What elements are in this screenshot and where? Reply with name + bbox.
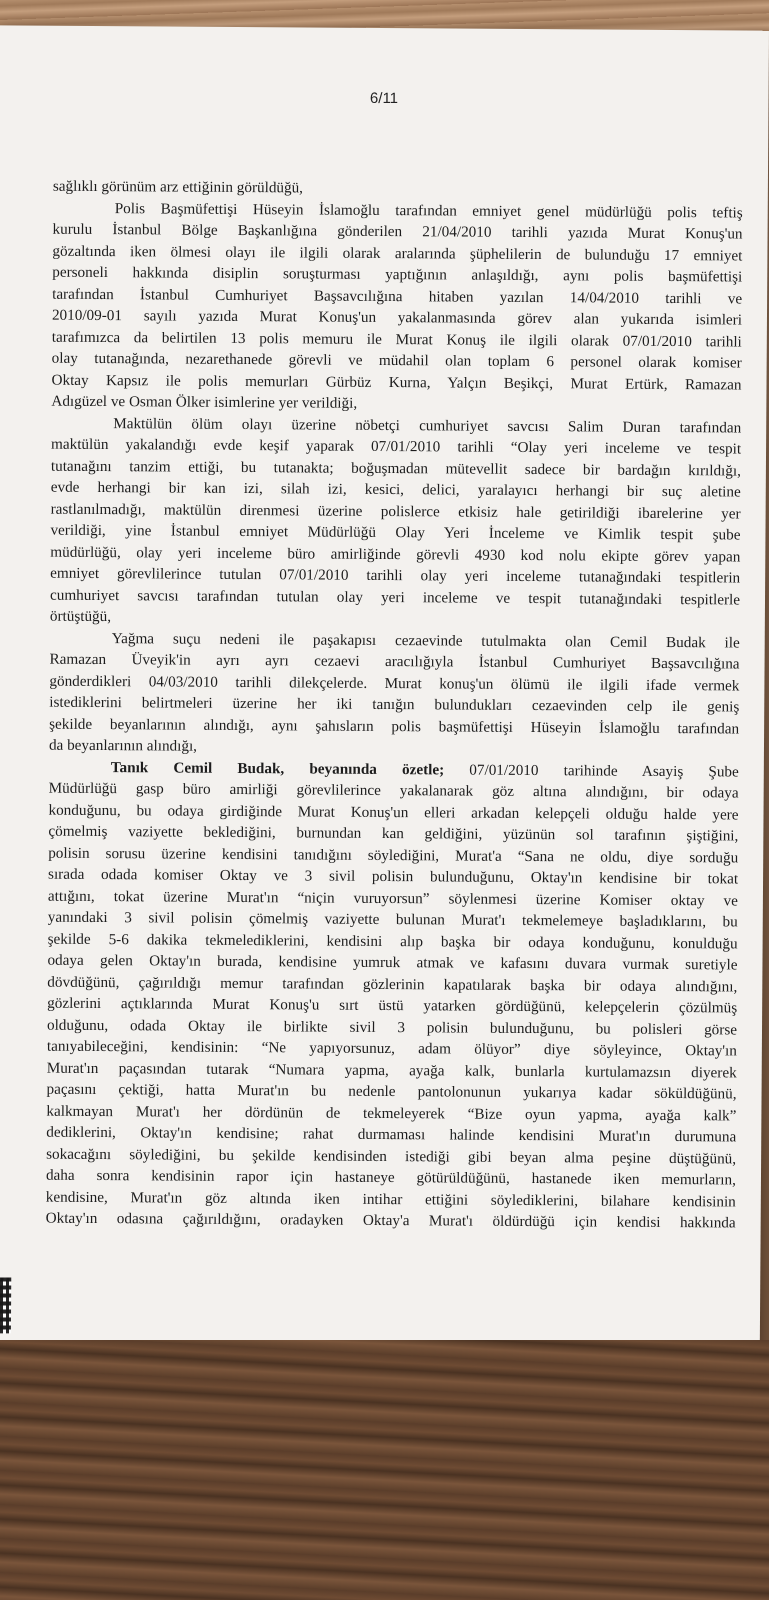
- text-line: istediklerini belirtmeleri üzerine her iki tanığın bulundukları cezaevinden celp ile geniş: [49, 693, 740, 716]
- text-line: Murat'ın paçasından tutarak “Numara yapma, ayağa kalk, bunlarla kurtulamazsın diyerek: [46, 1059, 737, 1081]
- text-line: odaya gelen Oktay'ın burada, kendisine yumruk atmak ve kafasını duvara vurmak suretiyle: [47, 951, 738, 974]
- text-line: şekilde beyanlarının alındığı, aynı şahısların polis başmüfettişi Hüseyin İslamoğlu tarafından: [49, 715, 740, 737]
- text-line: polisin sorusu üzerine kendisini tanıdığını söylediğini, Murat'a “Sana ne oldu, diye sorduğu: [48, 844, 739, 866]
- qr-code-icon: [0, 1277, 11, 1333]
- text-line: tutanağını tanzim ettiği, bu tutanakta; boğuşmadan mütevellit sadece bir bardağın kırıldığı,: [50, 457, 741, 479]
- text-line: da beyanlarının alındığı,: [48, 736, 198, 755]
- text-line: olay tutanağında, nezarethanede görevli ve müdahil olan toplam 6 personel olarak komiser: [51, 349, 742, 372]
- text-line: tarafından İstanbul Cumhuriyet Başsavcılığına hitaben yazılan 14/04/2010 tarihli ve: [52, 285, 743, 308]
- text-line: örtüştüğü,: [49, 607, 112, 626]
- text-line: kurulu İstanbul Bölge Başkanlığına gönderilen 21/04/2010 tarihli yazıda Murat Konuş'un: [52, 220, 743, 243]
- text-line: daha sonra kendisinin rapor için hastaneye götürüldüğünü, hastanede iken memurların,: [45, 1166, 737, 1189]
- text-line: rastlanılmadığı, maktülün direnmesi üzerine polislerce etkisiz hale getirildiği ibarelerine yer: [50, 500, 741, 522]
- desk-surface-bottom: [0, 1340, 769, 1600]
- text-line: müdürlüğü, olay yeri inceleme büro amirliğinde görevli 4930 kod nolu ekipte görev yapan: [50, 543, 741, 565]
- bold-lead-text: Tanık Cemil Budak, beyanında özetle;: [110, 758, 445, 778]
- text-line: 2010/09-01 sayılı yazıda Murat Konuş'un yakalanmasında görev alan yukarıda isimleri: [51, 306, 743, 329]
- text-line: tarafımızca da belirtilen 13 polis memuru ile Murat Konuş ile ilgili olarak 07/01/2010 tarihli: [51, 328, 742, 351]
- text-line: çömelmiş vaziyette beklediğini, burnundan kan geldiğini, yüzünün sol tarafının şiştiğini,: [48, 822, 739, 845]
- text-line: evde herhangi bir kan izi, silah izi, kesici, delici, yaralayıcı herhangi bir suç aletine: [50, 478, 741, 501]
- text-line: sokacağını söylediğini, bu şekilde kendisinden istediği gibi beyan alma peşine düştüğünü,: [46, 1145, 737, 1167]
- text-line: personeli hakkında disiplin soruşturması yaptığının anlaşıldığı, aynı polis başmüfettişi: [52, 263, 743, 286]
- text-line: Yağma suçu nedeni ile paşakapısı cezaevinde tutulmakta olan Cemil Budak ile: [111, 629, 740, 651]
- text-line: attığını, tokat üzerine Murat'ın “niçin vuruyorsun” söylenmesi üzerine Komiser oktay ve: [47, 887, 738, 909]
- text-line: gönderdikleri 04/03/2010 tarihli dilekçelerde. Murat konuş'un ölümü ile ilgili ifade vermek: [49, 672, 740, 694]
- text-line: konduğunu, bu odaya girdiğinde Murat Konuş'un elleri arkadan kelepçeli olduğu halde yere: [48, 801, 739, 823]
- text-line: Oktay'ın odasına çağırıldığını, oradayken Oktay'a Murat'ı öldürdüğü için kendisi hakkında: [45, 1209, 736, 1232]
- text-line: Adıgüzel ve Osman Ölker isimlerine yer verildiği,: [51, 392, 358, 412]
- text-line: sağlıklı görünüm arz ettiğinin görüldüğü,: [52, 177, 304, 197]
- text-line: Müdürlüğü gasp büro amirliği görevlilerince yakalanarak göz altına alındığını, bir odaya: [48, 779, 739, 802]
- text-line: dediklerini, Oktay'ın kendisine; rahat durmaması halinde kendisini Murat'ın durumuna: [46, 1123, 737, 1146]
- text-line: kendisine, Murat'ın göz altında iken intihar ettiğini söylediklerini, bilahare kendisinin: [45, 1188, 736, 1210]
- text-line: Ramazan Üveyik'in ayrı ayrı cezaevi aracılığıyla İstanbul Cumhuriyet Başsavcılığına: [49, 650, 740, 673]
- text-line: olduğunu, odada Oktay ile birlikte sivil 3 polisin bulunduğunu, bu polisleri görse: [46, 1016, 738, 1038]
- page-number: 6/11: [369, 89, 399, 108]
- text-line: cumhuriyet savcısı tarafından tutulan olay yeri inceleme ve tespit tutanağındaki tespitlerle: [49, 586, 741, 608]
- text-line: şekilde 5-6 dakika tekmelediklerini, kendisini alıp başka bir odaya konduğunu, konulduğu: [47, 930, 738, 952]
- text-line: Polis Başmüfettişi Hüseyin İslamoğlu tarafından emniyet genel müdürlüğü polis teftiş: [114, 199, 743, 222]
- document-body: [46, 176, 743, 1234]
- text-line: maktülün yakalandığı evde keşif yaparak 07/01/2010 tarihli “Olay yeri inceleme ve tespit: [51, 435, 742, 458]
- document-page: [0, 25, 769, 1352]
- text-line: dövdüğünü, çağırıldığı memur tarafından gözlerinin kapatılarak başka bir odaya alındığını,: [47, 973, 738, 995]
- text-line: Maktülün ölüm olayı üzerine nöbetçi cumhuriyet savcısı Salim Duran tarafından: [113, 414, 742, 436]
- text-line: yanındaki 3 sivil polisin çömelmiş vaziyette bulunan Murat'ı tekmelemeye başladıklarını, bu: [47, 908, 738, 931]
- text-line: emniyet görevlilerince tutulan 07/01/2010 tarihli olay yeri inceleme tutanağındaki tespitlerin: [50, 564, 741, 587]
- text-line: gözaltında iken ölmesi olayı ile ilgili olarak aralarında şüphelilerin de bulunduğu 17 emniyet: [52, 242, 743, 265]
- line-text: 07/01/2010 tarihinde Asayiş Şube: [444, 760, 739, 780]
- text-line: tanıyabileceğini, kendisinin: “Ne yapıyorsunuz, adam ölüyor” diye söyleyince, Oktay'ın: [46, 1037, 737, 1060]
- text-line: kalkmayan Murat'ı her dördünün de tekmeleyerek “Bize oyun yapma, ayağa kalk”: [46, 1102, 737, 1124]
- text-line: Oktay Kapsız ile polis memurları Gürbüz Kurna, Yalçın Beşikçi, Murat Ertürk, Ramazan: [51, 371, 742, 394]
- text-line: sırada odada komiser Oktay ve 3 sivil polisin bulunduğunu, Oktay'ın kendisine bir tokat: [48, 865, 739, 888]
- text-line: verildiği, yine İstanbul emniyet Müdürlüğü Olay Yeri İnceleme ve Kimlik tespit şube: [50, 521, 741, 544]
- text-line: paçasını çektiği, hatta Murat'ın bu nedenle pantolonunun yukarıya kadar söküldüğünü,: [46, 1080, 737, 1103]
- text-line: gözlerini açtıklarında Murat Konuş'u sırt üstü yatarken gördüğünü, kelepçelerin çözülmüş: [47, 994, 738, 1017]
